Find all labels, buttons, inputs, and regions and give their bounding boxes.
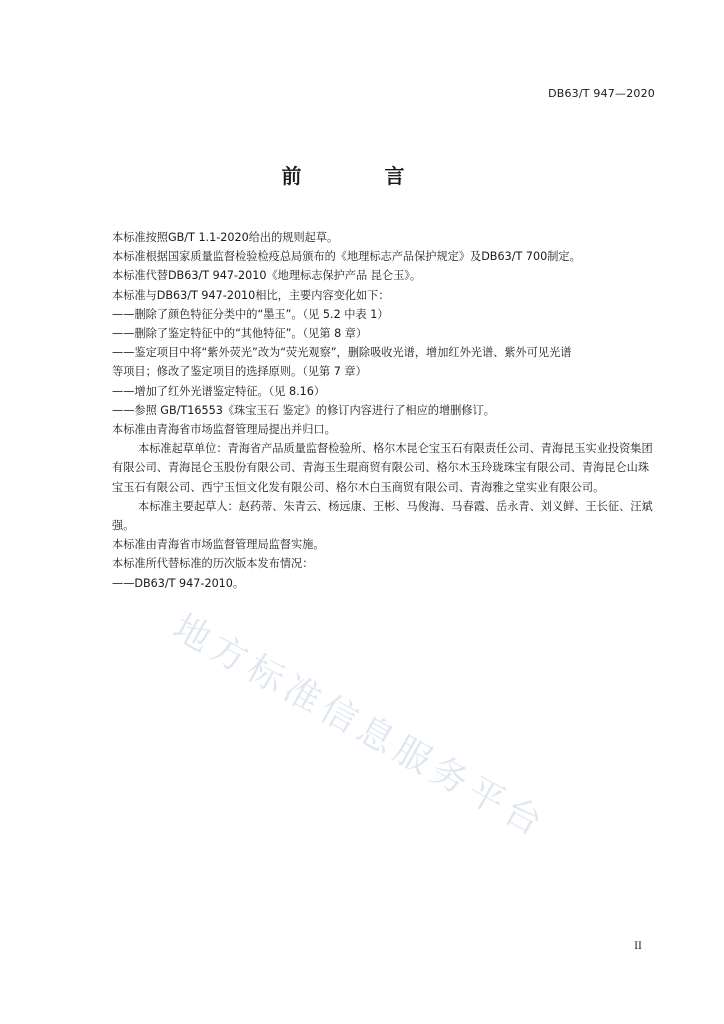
version-item: ——DB63/T 947-2010。 bbox=[112, 576, 245, 590]
paragraph-version-history: 本标准所代替标准的历次版本发布情况： bbox=[112, 557, 314, 571]
watermark-text: 地方标准信息服务平台 bbox=[166, 606, 554, 847]
document-body bbox=[112, 228, 660, 593]
change-item: ——删除了颜色特征分类中的“墨玉”。（见 5.2 中表 1） bbox=[112, 307, 389, 321]
paragraph-drafters: 本标准主要起草人：赵药蒂、朱青云、杨远康、王彬、马俊海、马春霞、岳永青、刘义鲜、王长征、汪斌强。 bbox=[112, 499, 653, 533]
paragraph-drafting-units: 本标准起草单位：青海省产品质量监督检验所、格尔木昆仑宝玉石有限责任公司、青海昆玉实业投资集团有限公司、青海昆仑玉股份有限公司、青海玉生琨商贸有限公司、格尔木玉玲珑珠宝有限公司、青海昆仑山珠宝玉石有限公司、西宁玉恒文化发有限公司、格尔木白玉商贸有限公司、青海雅之堂实业有限公司。 bbox=[112, 442, 653, 494]
paragraph-supervision: 本标准由青海省市场监督管理局监督实施。 bbox=[112, 538, 325, 552]
page-number: II bbox=[634, 941, 642, 952]
change-item-continuation: 等项目；修改了鉴定项目的选择原则。（见第 7 章） bbox=[112, 365, 367, 379]
paragraph-drafting-rules: 本标准按照GB/T 1.1-2020给出的规则起草。 bbox=[112, 231, 339, 244]
paragraph-replaces: 本标准代替DB63/T 947-2010《地理标志保护产品 昆仑玉》。 bbox=[112, 269, 422, 283]
page-title: 前 言 bbox=[281, 164, 443, 188]
change-item: ——鉴定项目中将“紫外荧光”改为“荧光观察”，删除吸收光谱，增加红外光谱、紫外可见光谱 bbox=[112, 346, 572, 360]
standard-code: DB63/T 947—2020 bbox=[548, 87, 655, 100]
change-item: ——参照 GB/T16553《珠宝玉石 鉴定》的修订内容进行了相应的增删修订。 bbox=[112, 403, 495, 417]
change-item: ——删除了鉴定特征中的“其他特征”。（见第 8 章） bbox=[112, 327, 368, 341]
change-item: ——增加了红外光谱鉴定特征。（见 8.16） bbox=[112, 384, 326, 398]
paragraph-changes-intro: 本标准与DB63/T 947-2010相比，主要内容变化如下： bbox=[112, 288, 390, 302]
paragraph-proposer: 本标准由青海省市场监督管理局提出并归口。 bbox=[112, 423, 336, 437]
paragraph-basis: 本标准根据国家质量监督检验检疫总局颁布的《地理标志产品保护规定》及DB63/T 700制定。 bbox=[112, 250, 581, 264]
